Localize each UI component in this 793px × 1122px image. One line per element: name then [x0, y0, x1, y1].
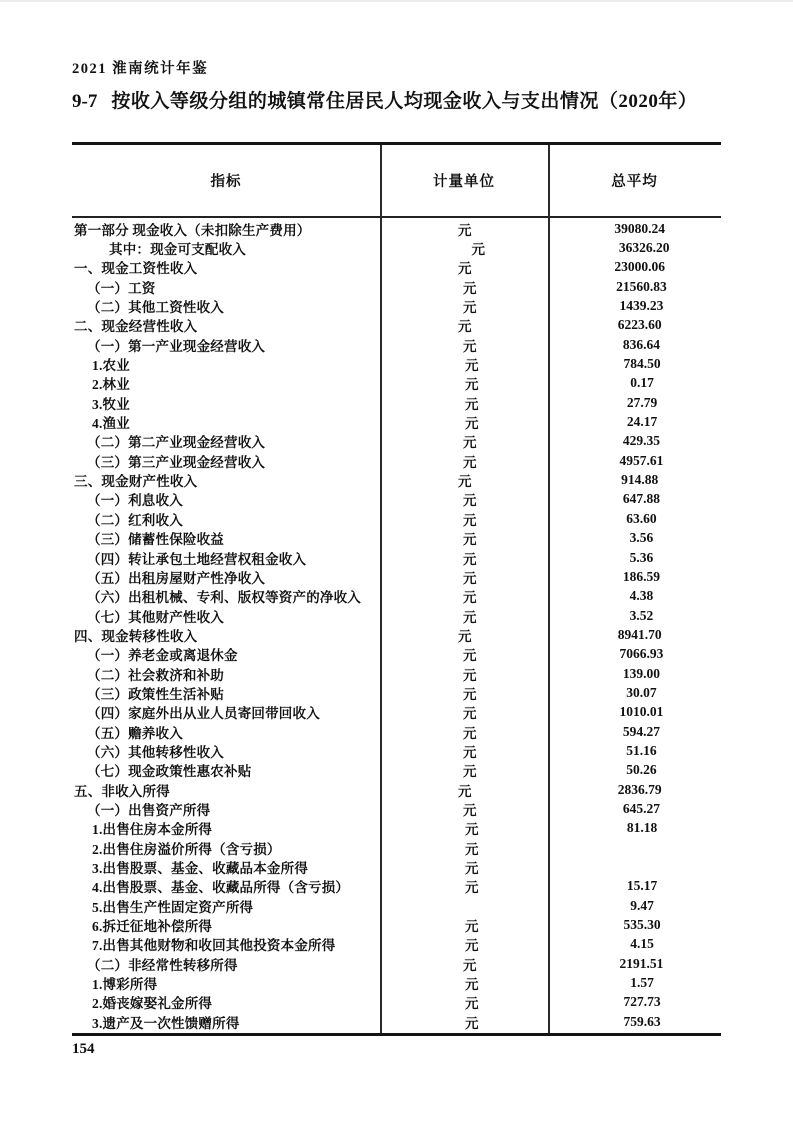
row-value: 784.50 — [623, 356, 661, 372]
row-unit: 元 — [464, 977, 479, 993]
row-value: 7066.93 — [619, 646, 664, 662]
table-row — [72, 412, 721, 431]
row-unit: 元 — [463, 338, 477, 354]
row-unit: 元 — [463, 280, 477, 296]
row-unit: 元 — [463, 609, 477, 625]
statistics-table — [72, 142, 721, 1036]
row-unit: 元 — [463, 744, 477, 760]
row-unit: 元 — [463, 590, 477, 606]
row-indicator: （一）工资 — [87, 280, 156, 296]
table-row — [72, 548, 721, 567]
page-title — [72, 86, 697, 113]
row-value: 15.17 — [626, 878, 658, 894]
column-header-indicator: 指标 — [210, 174, 242, 190]
row-indicator: 三、现金财产性收入 — [74, 474, 198, 490]
row-indicator: 2.婚丧嫁娶礼金所得 — [92, 996, 213, 1012]
table-row — [72, 741, 721, 760]
row-value: 647.88 — [622, 491, 660, 507]
row-value: 1.57 — [630, 975, 654, 991]
row-unit: 元 — [464, 996, 479, 1012]
table-row — [72, 761, 721, 780]
table-row — [72, 451, 721, 470]
table-row — [72, 973, 721, 992]
table-number: 9-7 — [72, 91, 98, 112]
row-indicator: 5.出售生产性固定资产所得 — [92, 899, 254, 915]
row-indicator: 1.农业 — [92, 358, 130, 374]
table-row — [72, 219, 721, 238]
row-unit: 元 — [458, 261, 472, 277]
row-unit: 元 — [464, 358, 479, 374]
row-value: 23000.06 — [614, 259, 666, 275]
row-value: 645.27 — [622, 800, 660, 816]
table-row — [72, 722, 721, 741]
row-unit: 元 — [463, 706, 477, 722]
row-indicator: （七）其他财产性收入 — [87, 609, 224, 625]
row-indicator: 4.出售股票、基金、收藏品所得（含亏损） — [92, 880, 350, 896]
table-body — [72, 218, 721, 1033]
table-row — [72, 954, 721, 973]
row-indicator: （一）养老金或离退休金 — [87, 648, 238, 664]
row-indicator: （六）其他转移性收入 — [87, 744, 224, 760]
row-value: 8941.70 — [617, 626, 662, 642]
page-number: 154 — [72, 1041, 95, 1057]
row-value: 4.38 — [629, 588, 654, 604]
row-indicator: 3.遗产及一次性馈赠所得 — [92, 1015, 240, 1031]
table-row — [72, 509, 721, 528]
table-row — [72, 780, 721, 799]
row-indicator: 第一部分 现金收入（未扣除生产费用） — [74, 222, 311, 238]
row-indicator: （三）储蓄性保险收益 — [87, 532, 224, 548]
table-row — [72, 683, 721, 702]
row-unit: 元 — [464, 841, 479, 857]
row-value: 5.36 — [629, 549, 654, 565]
row-indicator: （二）红利收入 — [87, 512, 183, 528]
row-unit: 元 — [463, 435, 477, 451]
row-unit: 元 — [463, 957, 477, 973]
row-value: 429.35 — [622, 433, 660, 449]
row-unit: 元 — [464, 377, 479, 393]
row-value: 139.00 — [622, 665, 660, 681]
table-row — [72, 645, 721, 664]
yearbook-title: 2021 淮南统计年鉴 — [72, 61, 209, 77]
table-row — [72, 838, 721, 857]
table-row — [72, 354, 721, 373]
row-unit: 元 — [463, 300, 477, 316]
row-unit: 元 — [458, 474, 472, 490]
table-header-row — [72, 145, 721, 218]
row-unit: 元 — [463, 667, 477, 683]
row-indicator: 3.牧业 — [92, 396, 130, 412]
row-unit: 元 — [464, 880, 479, 896]
table-row — [72, 857, 721, 876]
row-unit: 元 — [464, 1015, 479, 1031]
row-unit: 元 — [464, 919, 479, 935]
row-indicator: （三）政策性生活补贴 — [87, 686, 224, 702]
row-indicator: 4.渔业 — [92, 416, 130, 432]
row-unit: 元 — [471, 242, 486, 258]
row-value: 759.63 — [623, 1013, 661, 1029]
row-value: 914.88 — [621, 472, 659, 488]
table-row — [72, 606, 721, 625]
row-unit: 元 — [458, 783, 472, 799]
table-row — [72, 335, 721, 354]
table-row — [72, 877, 721, 896]
row-indicator: （一）利息收入 — [87, 493, 183, 509]
row-indicator: （二）其他工资性收入 — [87, 300, 224, 316]
table-row — [72, 799, 721, 818]
row-unit: 元 — [463, 725, 477, 741]
row-indicator: （三）第三产业现金经营收入 — [87, 454, 266, 470]
row-value: 3.52 — [629, 607, 654, 623]
row-unit: 元 — [463, 570, 477, 586]
table-row — [72, 490, 721, 509]
table-row — [72, 935, 721, 954]
row-indicator: （六）出租机械、专利、版权等资产的净收入 — [87, 590, 361, 606]
row-value: 3.56 — [629, 530, 654, 546]
row-value: 24.17 — [626, 414, 658, 430]
table-title-text: 按收入等级分组的城镇常住居民人均现金收入与支出情况（2020年） — [111, 91, 698, 112]
table-row — [72, 277, 721, 296]
row-indicator: 1.博彩所得 — [92, 977, 158, 993]
table-row — [72, 896, 721, 915]
row-unit: 元 — [463, 532, 477, 548]
table-row — [72, 993, 721, 1012]
row-value: 0.17 — [630, 375, 654, 391]
row-value: 30.07 — [626, 684, 657, 700]
row-indicator: 6.拆迁征地补偿所得 — [92, 919, 213, 935]
row-unit: 元 — [464, 416, 479, 432]
table-row — [72, 374, 721, 393]
table-row — [72, 393, 721, 412]
row-unit: 元 — [463, 551, 477, 567]
row-indicator: （二）非经常性转移所得 — [87, 957, 238, 973]
row-unit: 元 — [463, 686, 477, 702]
row-indicator: （二）社会救济和补助 — [87, 667, 224, 683]
row-unit: 元 — [463, 764, 477, 780]
row-value: 535.30 — [623, 917, 661, 933]
table-row — [72, 1012, 721, 1031]
table-row — [72, 316, 721, 335]
table-row — [72, 296, 721, 315]
row-value: 36326.20 — [618, 240, 670, 256]
table-row — [72, 238, 721, 257]
column-divider-2 — [548, 145, 550, 1033]
row-value: 81.18 — [626, 820, 658, 836]
column-header-average: 总平均 — [611, 174, 658, 190]
row-unit: 元 — [463, 512, 477, 528]
row-unit: 元 — [464, 396, 479, 412]
row-indicator: 2.林业 — [92, 377, 130, 393]
row-indicator: （七）现金政策性惠农补贴 — [87, 764, 252, 780]
row-indicator: （四）转让承包土地经营权租金收入 — [87, 551, 307, 567]
row-unit: 元 — [463, 493, 477, 509]
row-value: 39080.24 — [614, 220, 666, 236]
row-value: 4.15 — [630, 936, 654, 952]
table-row — [72, 470, 721, 489]
row-value: 2191.51 — [619, 955, 664, 971]
row-indicator: 3.出售股票、基金、收藏品本金所得 — [92, 861, 309, 877]
row-indicator: （二）第二产业现金经营收入 — [87, 435, 266, 451]
row-value: 63.60 — [626, 510, 657, 526]
row-value: 51.16 — [626, 742, 657, 758]
row-unit: 元 — [458, 628, 472, 644]
table-row — [72, 915, 721, 934]
row-value: 27.79 — [626, 394, 658, 410]
row-value: 727.73 — [623, 994, 661, 1010]
row-unit: 元 — [464, 861, 479, 877]
row-indicator: 2.出售住房溢价所得（含亏损） — [92, 841, 281, 857]
row-indicator: 五、非收入所得 — [74, 783, 170, 799]
row-indicator: （四）家庭外出从业人员寄回带回收入 — [87, 706, 320, 722]
table-row — [72, 819, 721, 838]
scan-top-edge — [0, 0, 793, 2]
row-value: 6223.60 — [617, 317, 662, 333]
row-unit: 元 — [464, 822, 479, 838]
table-row — [72, 625, 721, 644]
row-indicator: （五）出租房屋财产性净收入 — [87, 570, 266, 586]
table-row — [72, 432, 721, 451]
table-row — [72, 703, 721, 722]
row-indicator: 1.出售住房本金所得 — [92, 822, 213, 838]
table-row — [72, 587, 721, 606]
row-value: 4957.61 — [619, 452, 664, 468]
column-divider-1 — [380, 145, 382, 1033]
row-value: 1439.23 — [619, 298, 664, 314]
row-value: 1010.01 — [619, 704, 664, 720]
row-unit: 元 — [463, 454, 477, 470]
column-header-unit: 计量单位 — [433, 174, 495, 190]
row-indicator: （一）第一产业现金经营收入 — [87, 338, 266, 354]
row-indicator: （一）出售资产所得 — [87, 802, 211, 818]
row-unit: 元 — [458, 222, 472, 238]
row-value: 186.59 — [622, 568, 660, 584]
row-value: 594.27 — [622, 723, 660, 739]
row-indicator: （五）赡养收入 — [87, 725, 183, 741]
row-value: 9.47 — [630, 897, 654, 913]
row-indicator: 一、现金工资性收入 — [74, 261, 198, 277]
row-indicator: 二、现金经营性收入 — [74, 319, 198, 335]
row-value: 21560.83 — [616, 278, 667, 294]
row-value: 50.26 — [626, 762, 657, 778]
table-row — [72, 567, 721, 586]
row-value: 836.64 — [622, 336, 660, 352]
row-indicator: 四、现金转移性收入 — [74, 628, 198, 644]
table-row — [72, 664, 721, 683]
table-row — [72, 529, 721, 548]
row-unit: 元 — [463, 802, 477, 818]
row-value: 2836.79 — [617, 781, 662, 797]
row-unit: 元 — [458, 319, 472, 335]
row-indicator: 7.出售其他财物和收回其他投资本金所得 — [92, 938, 336, 954]
table-row — [72, 258, 721, 277]
row-indicator: 其中：现金可支配收入 — [109, 242, 246, 258]
row-unit: 元 — [464, 938, 479, 954]
row-unit: 元 — [463, 648, 477, 664]
